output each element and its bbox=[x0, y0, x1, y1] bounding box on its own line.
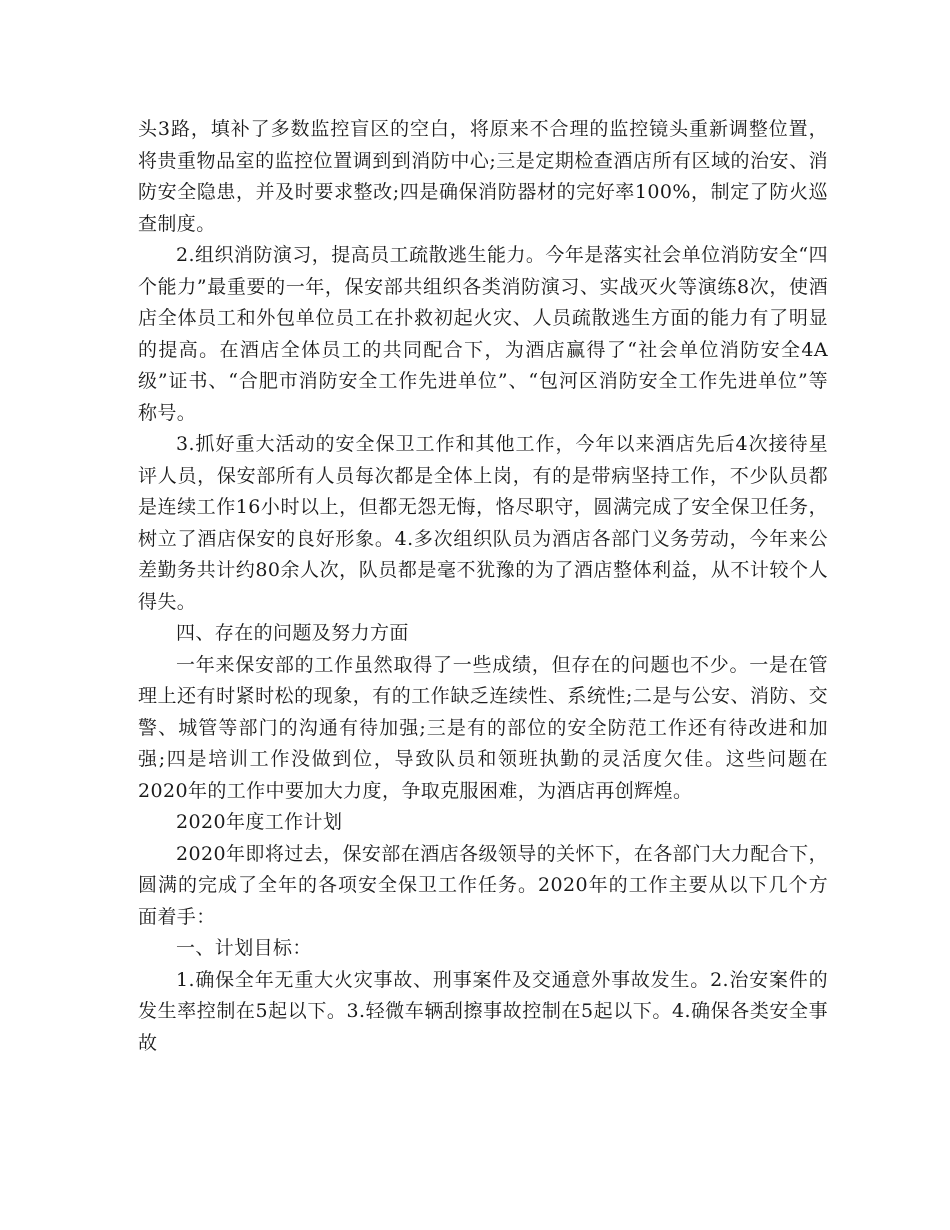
paragraph-major-events: 3.抓好重大活动的安全保卫工作和其他工作，今年以来酒店先后4次接待星评人员，保安部所有人员每次都是全体上岗，有的是带病坚持工作，不少队员都是连续工作16小时以上，但都无怨无悔，恪尽职守，圆满完成了安全保卫任务，树立了酒店保安的良好形象。4.多次组织队员为酒店各部门义务劳动，今年来公差勤务共计约80余人次，队员都是毫不犹豫的为了酒店整体利益，从不计较个人得失。 bbox=[138, 433, 828, 613]
paragraph-problems: 一年来保安部的工作虽然取得了一些成绩，但存在的问题也不少。一是在管理上还有时紧时松的现象，有的工作缺乏连续性、系统性;二是与公安、消防、交警、城管等部门的沟通有待加强;三是有的部位的安全防范工作还有待改进和加强;四是培训工作没做到位，导致队员和领班执勤的灵活度欠佳。这些问题在2020年的工作中要加大力度，争取克服困难，为酒店再创辉煌。 bbox=[138, 653, 828, 802]
section-heading-problems: 四、存在的问题及努力方面 bbox=[176, 622, 409, 644]
paragraph-fire-drill: 2.组织消防演习，提高员工疏散逃生能力。今年是落实社会单位消防安全“四个能力”最重要的一年，保安部共组织各类消防演习、实战灭火等演练8次，使酒店全体员工和外包单位员工在扑救初起火灾、人员疏散逃生方面的能力有了明显的提高。在酒店全体员工的共同配合下，为酒店赢得了“社会单位消防安全4A级”证书、“合肥市消防安全工作先进单位”、“包河区消防安全工作先进单位”等称号。 bbox=[138, 244, 828, 424]
paragraph-plan-intro: 2020年即将过去，保安部在酒店各级领导的关怀下，在各部门大力配合下，圆满的完成了全年的各项安全保卫工作任务。2020年的工作主要从以下几个方面着手： bbox=[138, 842, 828, 928]
section-heading-goals: 一、计划目标： bbox=[176, 937, 312, 959]
document-body bbox=[138, 114, 828, 1059]
section-heading-work-plan: 2020年度工作计划 bbox=[176, 811, 343, 833]
paragraph-security-measures: 头3路，填补了多数监控盲区的空白，将原来不合理的监控镜头重新调整位置，将贵重物品室的监控位置调到到消防中心;三是定期检查酒店所有区域的治安、消防安全隐患，并及时要求整改;四是确保消防器材的完好率100%，制定了防火巡查制度。 bbox=[138, 118, 828, 235]
paragraph-goals: 1.确保全年无重大火灾事故、刑事案件及交通意外事故发生。2.治安案件的发生率控制在5起以下。3.轻微车辆刮擦事故控制在5起以下。4.确保各类安全事故 bbox=[138, 968, 828, 1054]
